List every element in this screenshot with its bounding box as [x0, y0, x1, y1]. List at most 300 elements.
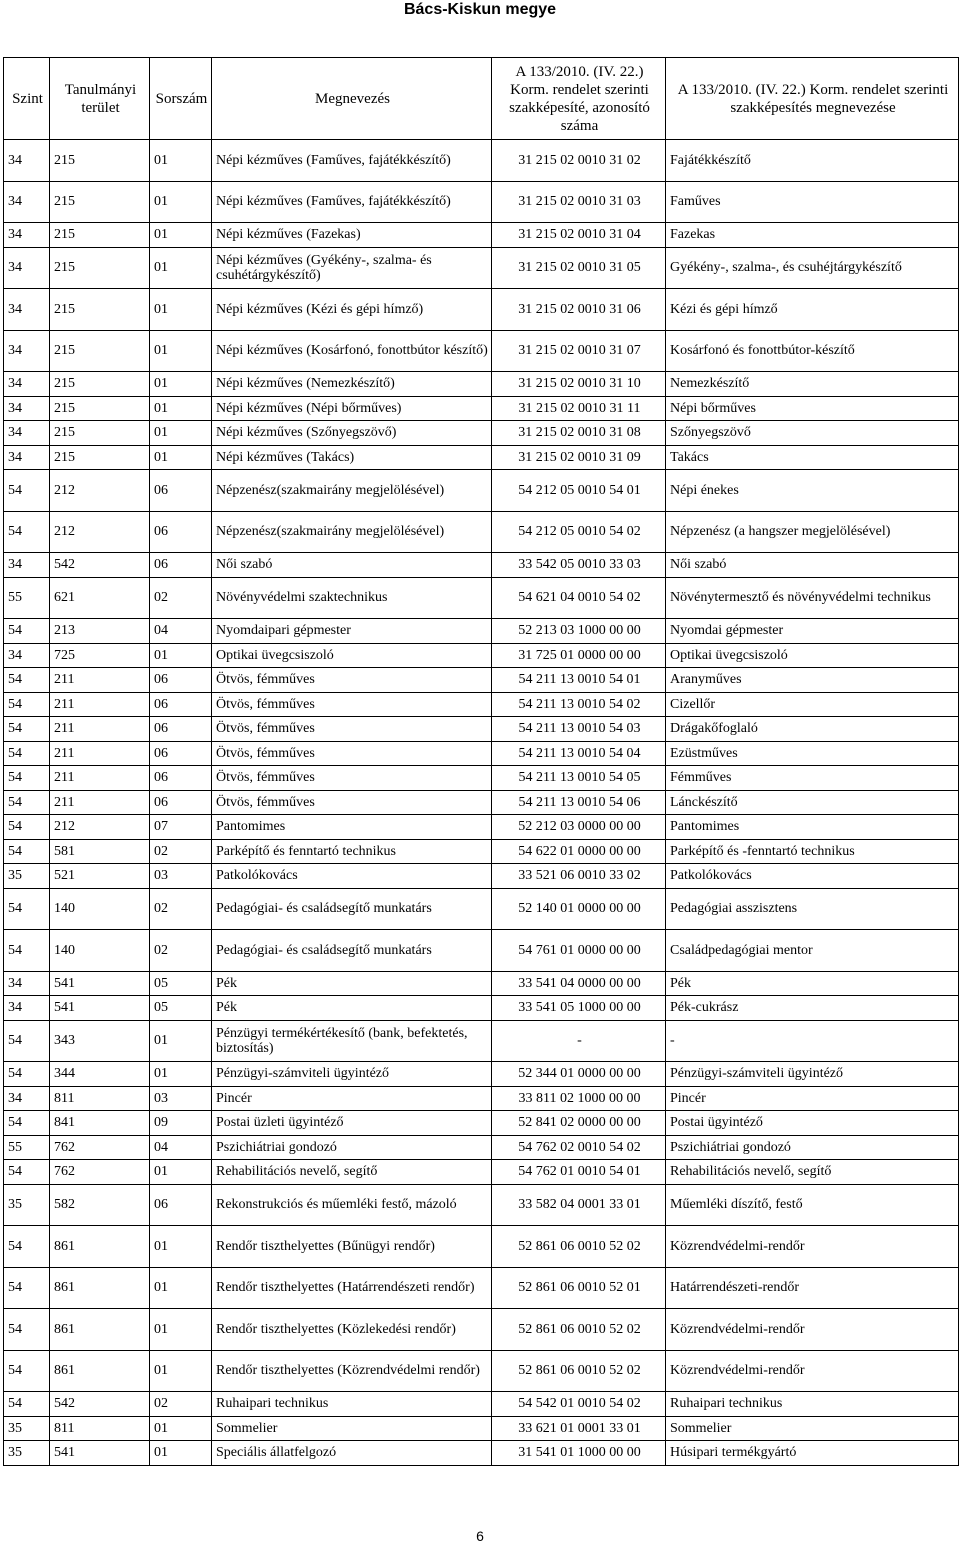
cell-megnevezes: Népzenész(szakmairány megjelölésével): [212, 470, 492, 512]
cell-tanulmanyi-terulet: 861: [50, 1350, 150, 1392]
cell-azonosito: 31 215 02 0010 31 09: [492, 445, 666, 470]
cell-azonosito: 52 213 03 1000 00 00: [492, 619, 666, 644]
table-row: [4, 181, 959, 223]
table-row: [4, 1086, 959, 1111]
cell-azonosito: 33 542 05 0010 33 03: [492, 553, 666, 578]
cell-sorszam: 01: [150, 1416, 212, 1441]
cell-azonosito: 52 861 06 0010 52 02: [492, 1226, 666, 1268]
cell-tanulmanyi-terulet: 215: [50, 247, 150, 289]
table-row: [4, 717, 959, 742]
cell-azonosito: 54 212 05 0010 54 01: [492, 470, 666, 512]
cell-megnevezes: Pszichiátriai gondozó: [212, 1135, 492, 1160]
cell-szint: 55: [4, 577, 50, 619]
table-row: [4, 247, 959, 289]
cell-szakkepesites: Patkolókovács: [666, 864, 959, 889]
cell-tanulmanyi-terulet: 542: [50, 553, 150, 578]
cell-sorszam: 01: [150, 1020, 212, 1062]
cell-sorszam: 01: [150, 1309, 212, 1351]
header-szakkepesites: A 133/2010. (IV. 22.) Korm. rendelet szerinti szakképesítés megnevezése: [666, 58, 959, 140]
cell-szint: 34: [4, 181, 50, 223]
cell-megnevezes: Népi kézműves (Kézi és gépi hímző): [212, 289, 492, 331]
cell-azonosito: 33 541 05 1000 00 00: [492, 996, 666, 1021]
cell-azonosito: 54 622 01 0000 00 00: [492, 839, 666, 864]
cell-szint: 34: [4, 643, 50, 668]
cell-tanulmanyi-terulet: 762: [50, 1135, 150, 1160]
cell-szint: 54: [4, 839, 50, 864]
page-title: Bács-Kiskun megye: [403, 1, 557, 18]
cell-sorszam: 01: [150, 1267, 212, 1309]
header-sorszam: Sorszám: [150, 58, 212, 140]
cell-szint: 34: [4, 971, 50, 996]
cell-azonosito: 54 211 13 0010 54 03: [492, 717, 666, 742]
header-szint: Szint: [4, 58, 50, 140]
cell-megnevezes: Rendőr tiszthelyettes (Közrendvédelmi rendőr): [212, 1350, 492, 1392]
table-row: [4, 511, 959, 553]
cell-megnevezes: Pénzügyi-számviteli ügyintéző: [212, 1062, 492, 1087]
cell-azonosito: 54 762 01 0010 54 01: [492, 1160, 666, 1185]
cell-sorszam: 09: [150, 1111, 212, 1136]
table-row: [4, 1184, 959, 1226]
cell-szint: 54: [4, 741, 50, 766]
cell-tanulmanyi-terulet: 215: [50, 372, 150, 397]
table-row: [4, 741, 959, 766]
cell-azonosito: 54 211 13 0010 54 01: [492, 668, 666, 693]
cell-tanulmanyi-terulet: 213: [50, 619, 150, 644]
cell-azonosito: 52 861 06 0010 52 02: [492, 1309, 666, 1351]
table-row: [4, 692, 959, 717]
table-row: [4, 1111, 959, 1136]
table-row: [4, 1160, 959, 1185]
table-row: [4, 140, 959, 182]
cell-azonosito: 31 215 02 0010 31 04: [492, 223, 666, 248]
cell-megnevezes: Ötvös, fémműves: [212, 766, 492, 791]
cell-szakkepesites: Sommelier: [666, 1416, 959, 1441]
cell-tanulmanyi-terulet: 762: [50, 1160, 150, 1185]
cell-tanulmanyi-terulet: 215: [50, 223, 150, 248]
cell-tanulmanyi-terulet: 215: [50, 181, 150, 223]
cell-azonosito: 31 215 02 0010 31 11: [492, 396, 666, 421]
cell-azonosito: 33 541 04 0000 00 00: [492, 971, 666, 996]
cell-megnevezes: Pénzügyi termékértékesítő (bank, befektetés, biztosítás): [212, 1020, 492, 1062]
cell-megnevezes: Ruhaipari technikus: [212, 1392, 492, 1417]
cell-azonosito: 52 212 03 0000 00 00: [492, 815, 666, 840]
cell-azonosito: 31 215 02 0010 31 08: [492, 421, 666, 446]
cell-tanulmanyi-terulet: 212: [50, 815, 150, 840]
cell-sorszam: 05: [150, 996, 212, 1021]
cell-szakkepesites: Postai ügyintéző: [666, 1111, 959, 1136]
cell-megnevezes: Népi kézműves (Takács): [212, 445, 492, 470]
cell-megnevezes: Rendőr tiszthelyettes (Bűnügyi rendőr): [212, 1226, 492, 1268]
cell-megnevezes: Pék: [212, 996, 492, 1021]
cell-szint: 35: [4, 1184, 50, 1226]
cell-szakkepesites: Fajátékkészítő: [666, 140, 959, 182]
cell-szakkepesites: Családpedagógiai mentor: [666, 930, 959, 972]
cell-azonosito: 54 621 04 0010 54 02: [492, 577, 666, 619]
cell-megnevezes: Ötvös, fémműves: [212, 717, 492, 742]
cell-szakkepesites: Növénytermesztő és növényvédelmi technikus: [666, 577, 959, 619]
table-row: [4, 1020, 959, 1062]
cell-szint: 34: [4, 996, 50, 1021]
table-row: [4, 223, 959, 248]
cell-szakkepesites: Szőnyegszövő: [666, 421, 959, 446]
cell-megnevezes: Pedagógiai- és családsegítő munkatárs: [212, 930, 492, 972]
cell-szint: 54: [4, 470, 50, 512]
cell-szint: 35: [4, 1441, 50, 1466]
table-row: [4, 815, 959, 840]
cell-sorszam: 01: [150, 289, 212, 331]
cell-azonosito: 31 215 02 0010 31 07: [492, 330, 666, 372]
cell-megnevezes: Népi kézműves (Szőnyegszövő): [212, 421, 492, 446]
cell-szint: 54: [4, 1350, 50, 1392]
cell-szakkepesites: Gyékény-, szalma-, és csuhéjtárgykészítő: [666, 247, 959, 289]
cell-tanulmanyi-terulet: 211: [50, 741, 150, 766]
cell-azonosito: 31 215 02 0010 31 02: [492, 140, 666, 182]
cell-azonosito: 33 811 02 1000 00 00: [492, 1086, 666, 1111]
cell-tanulmanyi-terulet: 211: [50, 790, 150, 815]
cell-szint: 54: [4, 766, 50, 791]
cell-szint: 34: [4, 445, 50, 470]
table-row: [4, 330, 959, 372]
cell-azonosito: 54 762 02 0010 54 02: [492, 1135, 666, 1160]
cell-megnevezes: Pék: [212, 971, 492, 996]
cell-sorszam: 01: [150, 1062, 212, 1087]
cell-szakkepesites: Női szabó: [666, 553, 959, 578]
cell-megnevezes: Népi kézműves (Nemezkészítő): [212, 372, 492, 397]
cell-szint: 54: [4, 511, 50, 553]
cell-szint: 34: [4, 421, 50, 446]
cell-azonosito: 54 212 05 0010 54 02: [492, 511, 666, 553]
cell-szakkepesites: Fazekas: [666, 223, 959, 248]
cell-szakkepesites: Népi bőrműves: [666, 396, 959, 421]
cell-azonosito: 31 215 02 0010 31 06: [492, 289, 666, 331]
cell-tanulmanyi-terulet: 211: [50, 717, 150, 742]
cell-azonosito: 33 621 01 0001 33 01: [492, 1416, 666, 1441]
cell-szakkepesites: Népi énekes: [666, 470, 959, 512]
cell-tanulmanyi-terulet: 215: [50, 421, 150, 446]
cell-tanulmanyi-terulet: 811: [50, 1086, 150, 1111]
cell-szint: 34: [4, 372, 50, 397]
cell-azonosito: -: [492, 1020, 666, 1062]
cell-sorszam: 01: [150, 445, 212, 470]
cell-sorszam: 01: [150, 181, 212, 223]
cell-megnevezes: Rekonstrukciós és műemléki festő, mázoló: [212, 1184, 492, 1226]
cell-megnevezes: Rendőr tiszthelyettes (Határrendészeti rendőr): [212, 1267, 492, 1309]
cell-tanulmanyi-terulet: 344: [50, 1062, 150, 1087]
cell-megnevezes: Optikai üvegcsiszoló: [212, 643, 492, 668]
cell-tanulmanyi-terulet: 541: [50, 996, 150, 1021]
cell-azonosito: 54 761 01 0000 00 00: [492, 930, 666, 972]
table-row: [4, 888, 959, 930]
cell-szint: 54: [4, 1062, 50, 1087]
table-row: [4, 1441, 959, 1466]
cell-szakkepesites: -: [666, 1020, 959, 1062]
cell-megnevezes: Népi kézműves (Kosárfonó, fonottbútor készítő): [212, 330, 492, 372]
cell-azonosito: 52 861 06 0010 52 02: [492, 1350, 666, 1392]
page-number: 6: [476, 1528, 484, 1544]
cell-tanulmanyi-terulet: 211: [50, 668, 150, 693]
cell-tanulmanyi-terulet: 211: [50, 692, 150, 717]
table-row: [4, 553, 959, 578]
cell-szakkepesites: Optikai üvegcsiszoló: [666, 643, 959, 668]
cell-sorszam: 01: [150, 643, 212, 668]
cell-sorszam: 06: [150, 1184, 212, 1226]
cell-sorszam: 01: [150, 247, 212, 289]
cell-szint: 54: [4, 1267, 50, 1309]
cell-azonosito: 52 344 01 0000 00 00: [492, 1062, 666, 1087]
cell-szakkepesites: Népzenész (a hangszer megjelölésével): [666, 511, 959, 553]
cell-szakkepesites: Közrendvédelmi-rendőr: [666, 1309, 959, 1351]
table-row: [4, 864, 959, 889]
cell-sorszam: 02: [150, 1392, 212, 1417]
cell-sorszam: 05: [150, 971, 212, 996]
cell-tanulmanyi-terulet: 541: [50, 971, 150, 996]
cell-tanulmanyi-terulet: 215: [50, 140, 150, 182]
cell-szint: 54: [4, 815, 50, 840]
cell-tanulmanyi-terulet: 140: [50, 930, 150, 972]
cell-megnevezes: Növényvédelmi szaktechnikus: [212, 577, 492, 619]
cell-szint: 34: [4, 553, 50, 578]
cell-tanulmanyi-terulet: 581: [50, 839, 150, 864]
cell-szakkepesites: Lánckészítő: [666, 790, 959, 815]
cell-megnevezes: Népzenész(szakmairány megjelölésével): [212, 511, 492, 553]
cell-sorszam: 02: [150, 888, 212, 930]
table-row: [4, 1062, 959, 1087]
cell-azonosito: 33 582 04 0001 33 01: [492, 1184, 666, 1226]
table-row: [4, 839, 959, 864]
table-row: [4, 1135, 959, 1160]
cell-sorszam: 06: [150, 511, 212, 553]
cell-tanulmanyi-terulet: 215: [50, 289, 150, 331]
cell-azonosito: 31 541 01 1000 00 00: [492, 1441, 666, 1466]
cell-szint: 34: [4, 140, 50, 182]
cell-szint: 34: [4, 247, 50, 289]
cell-szakkepesites: Pedagógiai asszisztens: [666, 888, 959, 930]
cell-sorszam: 07: [150, 815, 212, 840]
cell-tanulmanyi-terulet: 541: [50, 1441, 150, 1466]
header-megnevezes: Megnevezés: [212, 58, 492, 140]
header-tanulmanyi-terulet: Tanulmányi terület: [50, 58, 150, 140]
table-row: [4, 971, 959, 996]
cell-szint: 54: [4, 790, 50, 815]
cell-szint: 54: [4, 1020, 50, 1062]
cell-sorszam: 01: [150, 396, 212, 421]
cell-szint: 54: [4, 692, 50, 717]
cell-szint: 34: [4, 330, 50, 372]
cell-megnevezes: Sommelier: [212, 1416, 492, 1441]
cell-sorszam: 06: [150, 692, 212, 717]
table-row: [4, 421, 959, 446]
cell-sorszam: 01: [150, 223, 212, 248]
cell-sorszam: 06: [150, 470, 212, 512]
cell-sorszam: 01: [150, 330, 212, 372]
cell-tanulmanyi-terulet: 343: [50, 1020, 150, 1062]
cell-sorszam: 01: [150, 1350, 212, 1392]
cell-sorszam: 06: [150, 668, 212, 693]
cell-tanulmanyi-terulet: 725: [50, 643, 150, 668]
cell-azonosito: 54 542 01 0010 54 02: [492, 1392, 666, 1417]
cell-tanulmanyi-terulet: 582: [50, 1184, 150, 1226]
cell-szakkepesites: Nyomdai gépmester: [666, 619, 959, 644]
cell-szakkepesites: Ruhaipari technikus: [666, 1392, 959, 1417]
cell-megnevezes: Ötvös, fémműves: [212, 668, 492, 693]
cell-szakkepesites: Nemezkészítő: [666, 372, 959, 397]
cell-megnevezes: Ötvös, fémműves: [212, 692, 492, 717]
cell-tanulmanyi-terulet: 621: [50, 577, 150, 619]
table-row: [4, 1392, 959, 1417]
cell-megnevezes: Pincér: [212, 1086, 492, 1111]
cell-szint: 54: [4, 1309, 50, 1351]
cell-megnevezes: Népi kézműves (Faműves, fajátékkészítő): [212, 140, 492, 182]
table-header-row: [4, 58, 959, 140]
cell-szakkepesites: Kosárfonó és fonottbútor-készítő: [666, 330, 959, 372]
table-row: [4, 445, 959, 470]
cell-szakkepesites: Aranyműves: [666, 668, 959, 693]
cell-szakkepesites: Műemléki díszítő, festő: [666, 1184, 959, 1226]
table-row: [4, 930, 959, 972]
cell-azonosito: 31 215 02 0010 31 10: [492, 372, 666, 397]
cell-azonosito: 33 521 06 0010 33 02: [492, 864, 666, 889]
cell-szakkepesites: Húsipari termékgyártó: [666, 1441, 959, 1466]
cell-megnevezes: Patkolókovács: [212, 864, 492, 889]
cell-tanulmanyi-terulet: 542: [50, 1392, 150, 1417]
cell-szakkepesites: Fémműves: [666, 766, 959, 791]
cell-szint: 54: [4, 668, 50, 693]
cell-tanulmanyi-terulet: 215: [50, 330, 150, 372]
cell-sorszam: 06: [150, 553, 212, 578]
cell-szint: 54: [4, 930, 50, 972]
cell-megnevezes: Parképítő és fenntartó technikus: [212, 839, 492, 864]
cell-megnevezes: Rehabilitációs nevelő, segítő: [212, 1160, 492, 1185]
table-row: [4, 289, 959, 331]
header-azonosito: A 133/2010. (IV. 22.) Korm. rendelet szerinti szakképesíté, azonosító száma: [492, 58, 666, 140]
cell-szakkepesites: Pincér: [666, 1086, 959, 1111]
cell-megnevezes: Ötvös, fémműves: [212, 741, 492, 766]
table-row: [4, 470, 959, 512]
cell-szakkepesites: Kézi és gépi hímző: [666, 289, 959, 331]
cell-szint: 35: [4, 864, 50, 889]
cell-sorszam: 06: [150, 717, 212, 742]
cell-szakkepesites: Cizellőr: [666, 692, 959, 717]
table-row: [4, 643, 959, 668]
cell-szint: 55: [4, 1135, 50, 1160]
cell-szakkepesites: Drágakőfoglaló: [666, 717, 959, 742]
cell-szakkepesites: Pszichiátriai gondozó: [666, 1135, 959, 1160]
table-row: [4, 766, 959, 791]
table-row: [4, 372, 959, 397]
cell-szakkepesites: Pénzügyi-számviteli ügyintéző: [666, 1062, 959, 1087]
cell-azonosito: 52 841 02 0000 00 00: [492, 1111, 666, 1136]
table-row: [4, 1267, 959, 1309]
cell-tanulmanyi-terulet: 212: [50, 470, 150, 512]
qualifications-table: [3, 57, 959, 1466]
table-row: [4, 577, 959, 619]
cell-megnevezes: Népi kézműves (Faműves, fajátékkészítő): [212, 181, 492, 223]
table-row: [4, 1226, 959, 1268]
cell-szakkepesites: Parképítő és -fenntartó technikus: [666, 839, 959, 864]
cell-azonosito: 31 215 02 0010 31 05: [492, 247, 666, 289]
cell-szakkepesites: Takács: [666, 445, 959, 470]
cell-sorszam: 06: [150, 790, 212, 815]
cell-szakkepesites: Faműves: [666, 181, 959, 223]
cell-szint: 54: [4, 1226, 50, 1268]
table-row: [4, 1416, 959, 1441]
cell-szint: 35: [4, 1416, 50, 1441]
cell-megnevezes: Ötvös, fémműves: [212, 790, 492, 815]
cell-szakkepesites: Ezüstműves: [666, 741, 959, 766]
cell-azonosito: 54 211 13 0010 54 05: [492, 766, 666, 791]
cell-szint: 34: [4, 1086, 50, 1111]
cell-megnevezes: Postai üzleti ügyintéző: [212, 1111, 492, 1136]
cell-sorszam: 03: [150, 1086, 212, 1111]
cell-tanulmanyi-terulet: 140: [50, 888, 150, 930]
cell-szint: 54: [4, 1392, 50, 1417]
cell-tanulmanyi-terulet: 215: [50, 396, 150, 421]
cell-megnevezes: Népi kézműves (Gyékény-, szalma- és csuhétárgykészítő): [212, 247, 492, 289]
cell-szakkepesites: Közrendvédelmi-rendőr: [666, 1226, 959, 1268]
cell-szint: 34: [4, 223, 50, 248]
table-body: [4, 140, 959, 1466]
cell-szint: 54: [4, 888, 50, 930]
cell-megnevezes: Pedagógiai- és családsegítő munkatárs: [212, 888, 492, 930]
cell-azonosito: 54 211 13 0010 54 02: [492, 692, 666, 717]
table-row: [4, 996, 959, 1021]
table-row: [4, 668, 959, 693]
cell-sorszam: 01: [150, 372, 212, 397]
cell-tanulmanyi-terulet: 861: [50, 1267, 150, 1309]
cell-megnevezes: Rendőr tiszthelyettes (Közlekedési rendőr): [212, 1309, 492, 1351]
cell-sorszam: 01: [150, 1226, 212, 1268]
cell-szakkepesites: Közrendvédelmi-rendőr: [666, 1350, 959, 1392]
cell-megnevezes: Népi kézműves (Népi bőrműves): [212, 396, 492, 421]
cell-megnevezes: Pantomimes: [212, 815, 492, 840]
cell-megnevezes: Népi kézműves (Fazekas): [212, 223, 492, 248]
table-row: [4, 1350, 959, 1392]
cell-tanulmanyi-terulet: 861: [50, 1309, 150, 1351]
cell-megnevezes: Speciális állatfelgozó: [212, 1441, 492, 1466]
cell-szint: 34: [4, 396, 50, 421]
cell-sorszam: 02: [150, 930, 212, 972]
cell-tanulmanyi-terulet: 215: [50, 445, 150, 470]
cell-azonosito: 31 725 01 0000 00 00: [492, 643, 666, 668]
cell-sorszam: 01: [150, 421, 212, 446]
cell-szakkepesites: Rehabilitációs nevelő, segítő: [666, 1160, 959, 1185]
cell-szint: 54: [4, 717, 50, 742]
cell-tanulmanyi-terulet: 521: [50, 864, 150, 889]
cell-sorszam: 01: [150, 1441, 212, 1466]
cell-tanulmanyi-terulet: 861: [50, 1226, 150, 1268]
table-row: [4, 1309, 959, 1351]
cell-sorszam: 01: [150, 140, 212, 182]
cell-sorszam: 04: [150, 619, 212, 644]
table-row: [4, 396, 959, 421]
cell-szint: 54: [4, 619, 50, 644]
cell-szakkepesites: Pék-cukrász: [666, 996, 959, 1021]
cell-megnevezes: Női szabó: [212, 553, 492, 578]
cell-azonosito: 52 140 01 0000 00 00: [492, 888, 666, 930]
cell-sorszam: 02: [150, 839, 212, 864]
cell-szint: 54: [4, 1160, 50, 1185]
cell-szakkepesites: Pantomimes: [666, 815, 959, 840]
cell-azonosito: 54 211 13 0010 54 06: [492, 790, 666, 815]
cell-azonosito: 54 211 13 0010 54 04: [492, 741, 666, 766]
cell-azonosito: 31 215 02 0010 31 03: [492, 181, 666, 223]
table-row: [4, 790, 959, 815]
cell-megnevezes: Nyomdaipari gépmester: [212, 619, 492, 644]
cell-sorszam: 04: [150, 1135, 212, 1160]
cell-sorszam: 06: [150, 741, 212, 766]
cell-szint: 34: [4, 289, 50, 331]
cell-sorszam: 01: [150, 1160, 212, 1185]
